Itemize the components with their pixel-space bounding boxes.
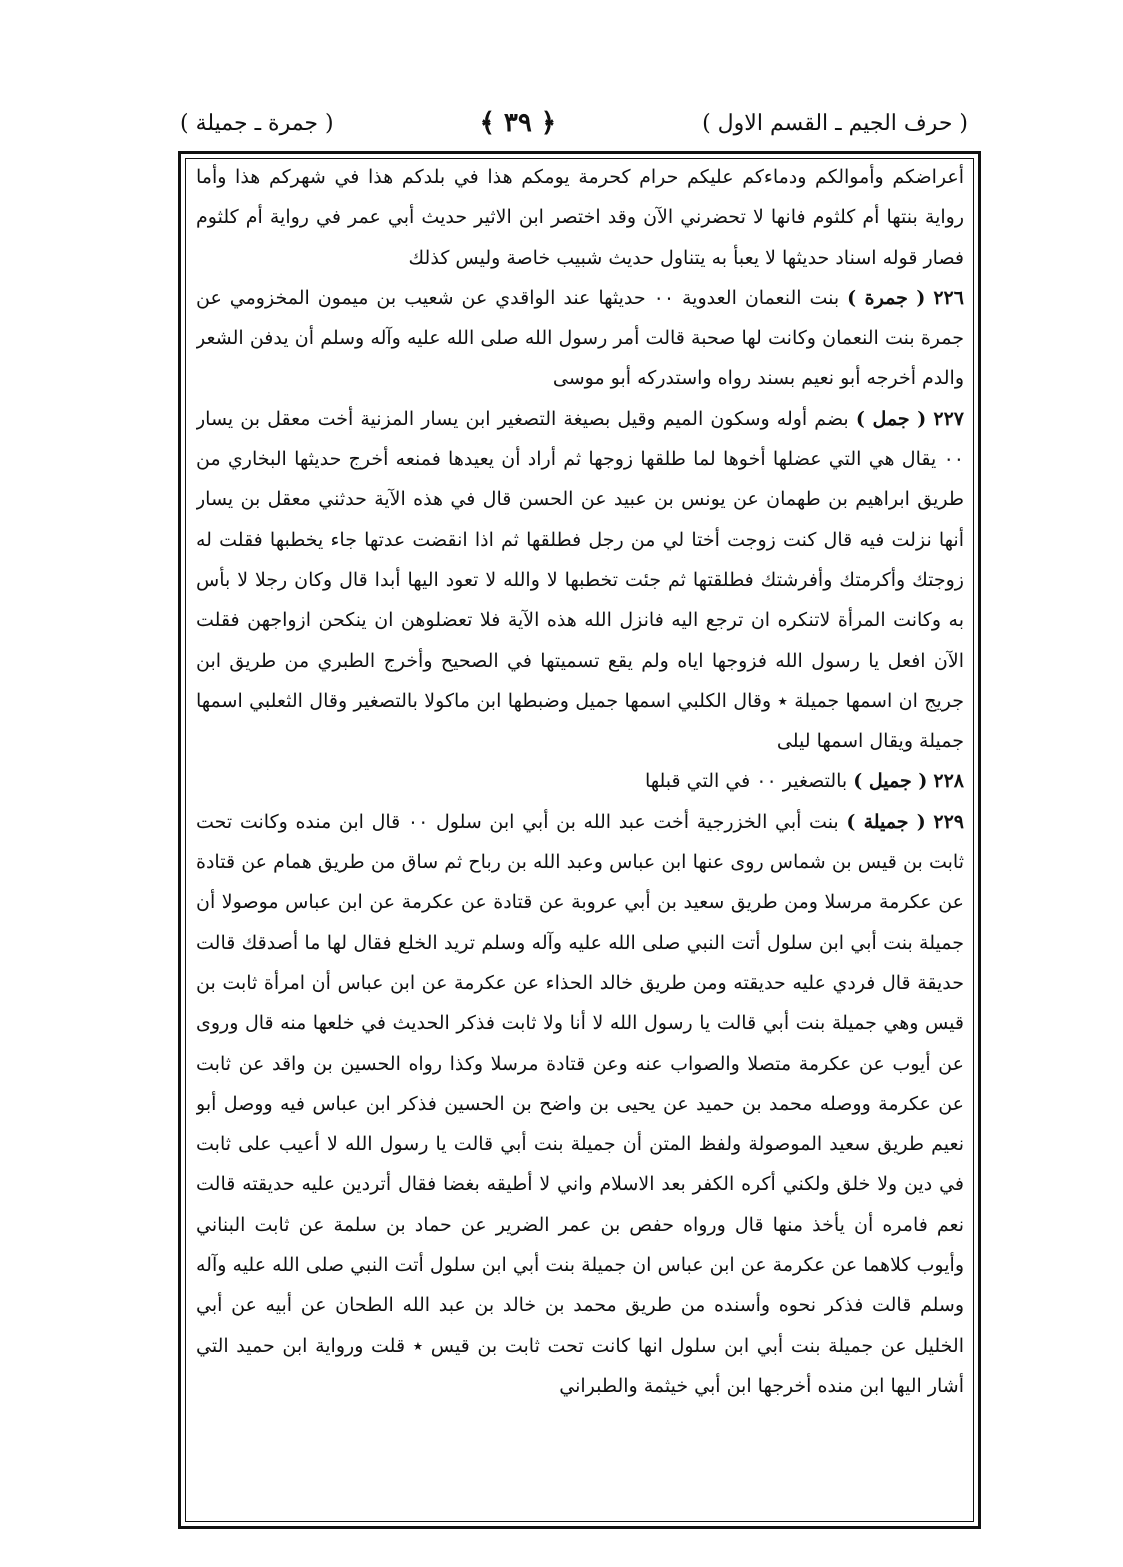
- entry-text: بالتصغير ٠٠ في التي قبلها: [644, 770, 848, 793]
- entry-name: ( جمل ): [855, 407, 927, 430]
- entry-number: ٢٢٧: [933, 407, 964, 430]
- entry-name: ( جمرة ): [847, 286, 926, 309]
- header-chapter: ( حرف الجيم ـ القسم الاول ): [702, 110, 968, 136]
- paragraph-text: أعراضكم وأموالكم ودماءكم عليكم حرام كحرمة يومكم هذا في بلدكم هذا في شهركم هذا وأما رواية بنتها أم كلثوم فانها لا تحضرني الآن وقد اختصر ابن الاثير حديث أبي عمر في رواية أم كلثوم فصار قوله اسناد حديثها لا يعبأ به يتناول حديث شبيب خاصة وليس كذلك: [196, 166, 964, 269]
- entry-227: [196, 399, 964, 762]
- header-entries: ( جمرة ـ جميلة ): [180, 110, 334, 136]
- entry-228: [196, 761, 964, 801]
- entry-226: [196, 278, 964, 399]
- entry-text: بنت النعمان العدوية ٠٠ حديثها عند الواقدي عن شعيب بن ميمون المخزومي عن جمرة بنت النعمان وكانت لها صحبة قالت أمر رسول الله صلى الله عليه وآله وسلم أن يدفن الشعر والدم أخرجه أبو نعيم بسند رواه واستدركه أبو موسى: [196, 286, 964, 390]
- entry-text: بضم أوله وسكون الميم وقيل بصيغة التصغير ابن يسار المزنية أخت معقل بن يسار ٠٠ يقال هي التي عضلها أخوها لما طلقها زوجها ثم أراد أن يعيدها فمنعه أخرج حديثها البخاري من طريق ابراهيم بن طهمان عن يونس بن عبيد عن الحسن قال في هذه الآية حدثني معقل بن يسار أنها نزلت فيه قال كنت زوجت أختا لي من رجل فطلقها ثم اذا انقضت عدتها جاء يخطبها فقلت له زوجتك وأكرمتك وأفرشتك فطلقتها ثم جئت تخطبها لا والله لا تعود اليها أبدا قال وكان رجلا لا بأس به وكانت المرأة لاتنكره ان ترجع اليه فانزل الله هذه الآية فلا تعضلوهن ان ينكحن ازواجهن فقلت الآن افعل يا رسول الله فزوجها اياه ولم يقع تسميتها في الصحيح وأخرج الطبري من طريق ابن جريج ان اسمها جميلة ٭ وقال الكلبي اسمها جميل وضبطها ابن ماكولا بالتصغير وقال الثعلبي اسمها جميلة ويقال اسمها ليلى: [196, 407, 964, 753]
- paragraph-continuation: [196, 157, 964, 278]
- page-number: ﴿ ٣٩ ﴾: [479, 108, 557, 138]
- page-header: [180, 98, 968, 148]
- entry-number: ٢٢٦: [933, 286, 964, 309]
- entry-text: بنت أبي الخزرجية أخت عبد الله بن أبي ابن سلول ٠٠ قال ابن منده وكانت تحت ثابت بن قيس بن شماس روى عنها ابن عباس وعبد الله بن رباح ثم ساق من طريق همام عن قتادة عن عكرمة مرسلا ومن طريق سعيد بن أبي عروبة عن قتادة عن عكرمة عن ابن عباس موصولا أن جميلة بنت أبي ابن سلول أتت النبي صلى الله عليه وآله وسلم تريد الخلع فقال لها ما أصدقك قالت حديقة قال فردي عليه حديقته ومن طريق خالد الحذاء عن عكرمة عن ابن عباس أن امرأة ثابت بن قيس وهي جميلة بنت أبي قالت يا رسول الله لا أنا ولا ثابت فذكر الحديث في خلعها منه قال وروى عن أيوب عن عكرمة متصلا والصواب عنه وعن قتادة مرسلا وكذا رواه الحسين بن واقد عن ثابت عن عكرمة ووصله محمد بن حميد عن يحيى بن واضح بن الحسين فذكر ابن عباس فيه ووصل أبو نعيم طريق سعيد الموصولة ولفظ المتن أن جميلة بنت أبي قالت يا رسول الله لا أعيب على ثابت في دين ولا خلق ولكني أكره الكفر بعد الاسلام واني لا أطيقه بغضا فقال أتردين عليه حديقته قالت نعم فامره أن يأخذ منها قال ورواه حفص بن عمر الضرير عن حماد بن سلمة عن ثابت البناني وأيوب كلاهما عن عكرمة عن ابن عباس ان جميلة بنت أبي ابن سلول أتت النبي صلى الله عليه وآله وسلم قالت فذكر نحوه وأسنده من طريق محمد بن خالد بن عبد الله الطحان عن أبيه عن أبي الخليل عن جميلة بنت أبي ابن سلول انها كانت تحت ثابت بن قيس ٭ قلت ورواية ابن حميد التي أشار اليها ابن منده أخرجها ابن أبي خيثمة والطبراني: [196, 810, 964, 1397]
- entry-number: ٢٢٨: [933, 770, 964, 793]
- page-body: [196, 157, 964, 1522]
- entry-name: ( جميل ): [853, 770, 928, 793]
- entry-name: ( جميلة ): [846, 810, 926, 833]
- entry-number: ٢٢٩: [933, 810, 964, 833]
- entry-229: [196, 802, 964, 1406]
